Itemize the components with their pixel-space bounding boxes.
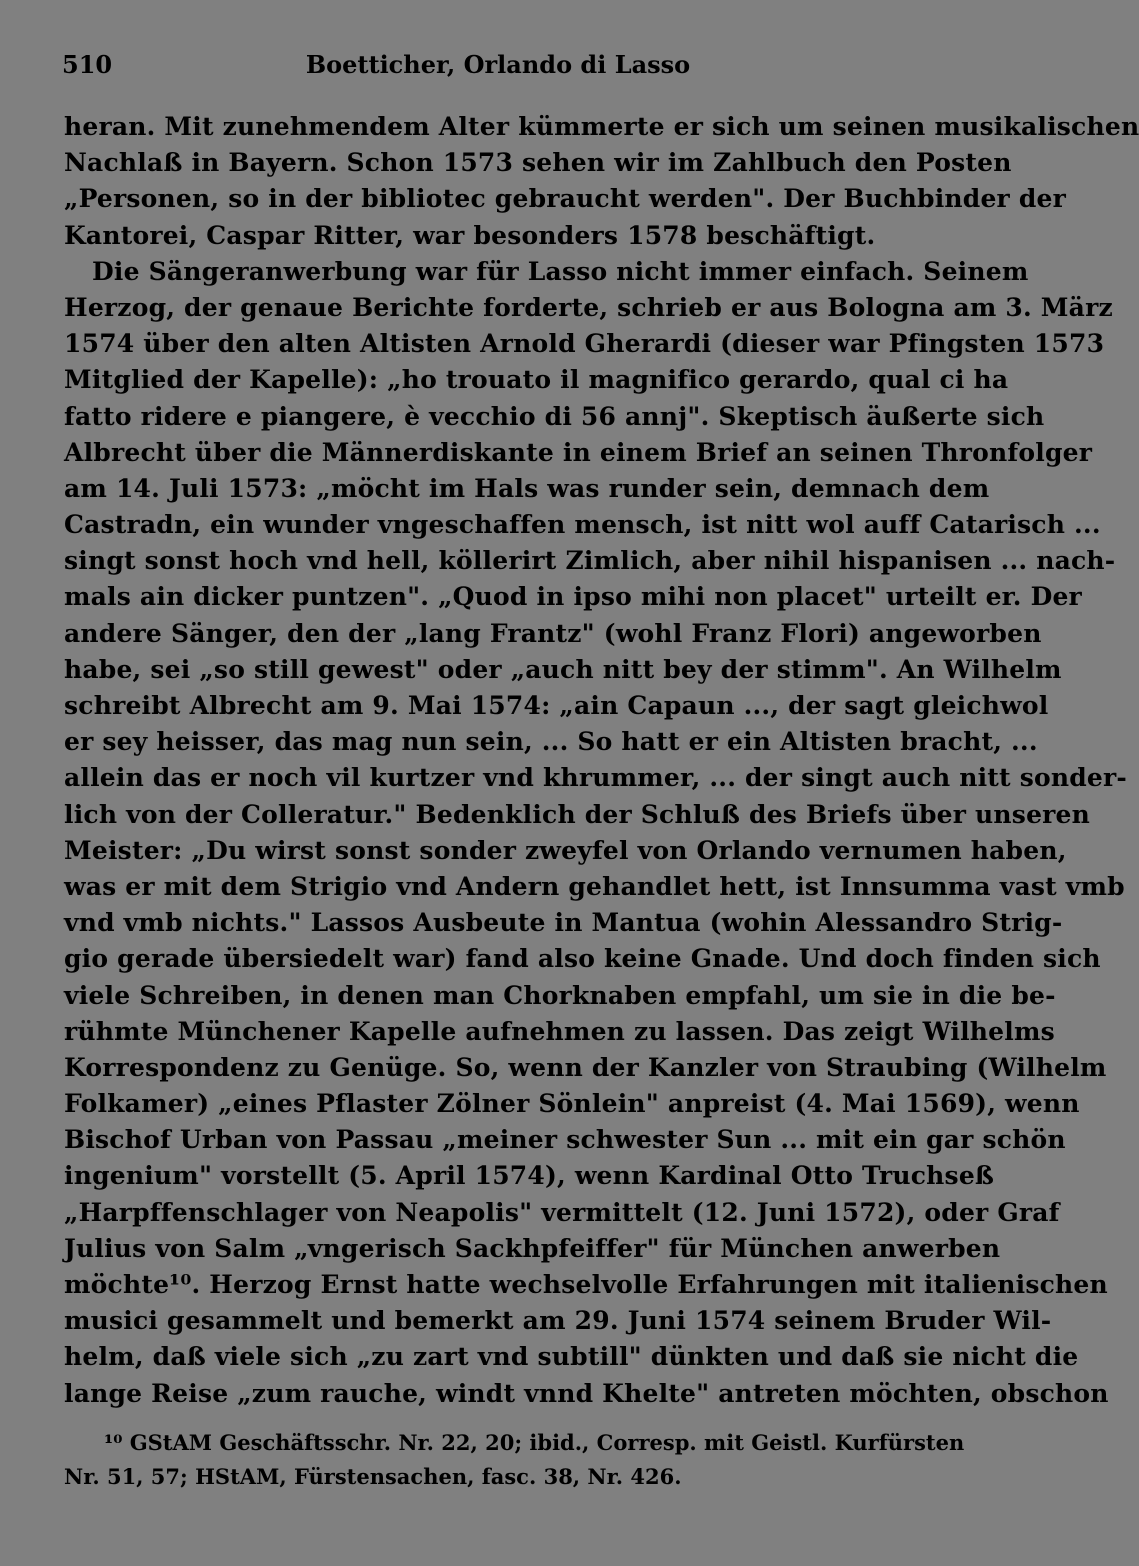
page-header bbox=[62, 44, 934, 84]
text-line: Meister: „Du wirst sonst sonder zweyfel von Orlando vernumen haben, bbox=[64, 835, 1067, 865]
text-line: helm, daß viele sich „zu zart vnd subtill" dünkten und daß sie nicht die bbox=[64, 1342, 1079, 1372]
text-line: Nachlaß in Bayern. Schon 1573 sehen wir im Zahlbuch den Posten bbox=[64, 148, 1012, 178]
text-line: Albrecht über die Männerdiskante in einem Brief an seinen Thronfolger bbox=[64, 437, 1093, 467]
text-line: ingenium" vorstellt (5. April 1574), wenn Kardinal Otto Truchseß bbox=[64, 1161, 995, 1191]
text-line: rühmte Münchener Kapelle aufnehmen zu lassen. Das zeigt Wilhelms bbox=[64, 1016, 1055, 1046]
text-line: möchte¹⁰. Herzog Ernst hatte wechselvolle Erfahrungen mit italienischen bbox=[64, 1270, 1108, 1299]
text-line: mals ain dicker puntzen". „Quod in ipso mihi non placet" urteilt er. Der bbox=[64, 582, 1082, 612]
running-title: Boetticher, Orlando di Lasso bbox=[305, 50, 691, 79]
text-line: heran. Mit zunehmendem Alter kümmerte er sich um seinen musikalischen bbox=[64, 112, 1139, 141]
text-line: Die Sängeranwerbung war für Lasso nicht immer einfach. Seinem bbox=[92, 256, 1029, 286]
footnotes bbox=[64, 1426, 965, 1494]
text-line: „Personen, so in der bibliotec gebraucht werden". Der Buchbinder der bbox=[64, 184, 1066, 214]
text-line: Bischof Urban von Passau „meiner schwester Sun ... mit ein gar schön bbox=[64, 1125, 1066, 1155]
text-line: am 14. Juli 1573: „möcht im Hals was runder sein, demnach dem bbox=[64, 473, 990, 503]
text-line: „Harpffenschlager von Neapolis" vermittelt (12. Juni 1572), oder Graf bbox=[64, 1197, 1060, 1227]
text-line: lich von der Colleratur." Bedenklich der Schluß des Briefs über unseren bbox=[64, 799, 1091, 829]
footnote-line: Nr. 51, 57; HStAM, Fürstensachen, fasc. 38, Nr. 426. bbox=[64, 1464, 682, 1489]
text-line: er sey heisser, das mag nun sein, ... So hatt er ein Altisten bracht, ... bbox=[64, 727, 1038, 757]
text-line: schreibt Albrecht am 9. Mai 1574: „ain Capaun ..., der sagt gleichwol bbox=[64, 691, 1049, 720]
text-line: Folkamer) „eines Pflaster Zölner Sönlein" anpreist (4. Mai 1569), wenn bbox=[64, 1089, 1080, 1119]
text-line: gio gerade übersiedelt war) fand also keine Gnade. Und doch finden sich bbox=[64, 944, 1101, 974]
body-text bbox=[64, 109, 1139, 1412]
text-line: 1574 über den alten Altisten Arnold Gherardi (dieser war Pfingsten 1573 bbox=[64, 329, 1105, 359]
text-line: lange Reise „zum rauche, windt vnnd Khelte" antreten möchten, obschon bbox=[64, 1378, 1109, 1408]
page-number: 510 bbox=[62, 50, 113, 79]
text-line: Mitglied der Kapelle): „ho trouato il magnifico gerardo, qual ci ha bbox=[64, 365, 1009, 395]
text-line: singt sonst hoch vnd hell, köllerirt Zimlich, aber nihil hispanisen ... nach- bbox=[64, 546, 1116, 576]
text-line: vnd vmb nichts." Lassos Ausbeute in Mantua (wohin Alessandro Strig- bbox=[64, 908, 1063, 938]
text-line: Korrespondenz zu Genüge. So, wenn der Kanzler von Straubing (Wilhelm bbox=[64, 1052, 1107, 1082]
text-line: Kantorei, Caspar Ritter, war besonders 1578 beschäftigt. bbox=[64, 220, 876, 250]
text-line: fatto ridere e piangere, è vecchio di 56 annj". Skeptisch äußerte sich bbox=[64, 401, 1045, 431]
text-line: Herzog, der genaue Berichte forderte, schrieb er aus Bologna am 3. März bbox=[64, 292, 1113, 322]
text-line: viele Schreiben, in denen man Chorknaben empfahl, um sie in die be- bbox=[64, 980, 1056, 1010]
text-line: Castradn, ein wunder vngeschaffen mensch, ist nitt wol auff Catarisch ... bbox=[64, 510, 1101, 540]
footnote-line: ¹⁰ GStAM Geschäftsschr. Nr. 22, 20; ibid., Corresp. mit Geistl. Kurfürsten bbox=[104, 1430, 965, 1455]
text-line: musici gesammelt und bemerkt am 29. Juni 1574 seinem Bruder Wil- bbox=[64, 1306, 1052, 1336]
text-line: was er mit dem Strigio vnd Andern gehandlet hett, ist Innsumma vast vmb bbox=[64, 871, 1125, 901]
text-line: habe, sei „so still gewest" oder „auch nitt bey der stimm". An Wilhelm bbox=[64, 654, 1062, 684]
text-line: andere Sänger, den der „lang Frantz" (wohl Franz Flori) angeworben bbox=[64, 618, 1042, 648]
text-line: Julius von Salm „vngerisch Sackhpfeiffer" für München anwerben bbox=[64, 1233, 1001, 1263]
text-line: allein das er noch vil kurtzer vnd khrummer, ... der singt auch nitt sonder- bbox=[64, 763, 1127, 793]
